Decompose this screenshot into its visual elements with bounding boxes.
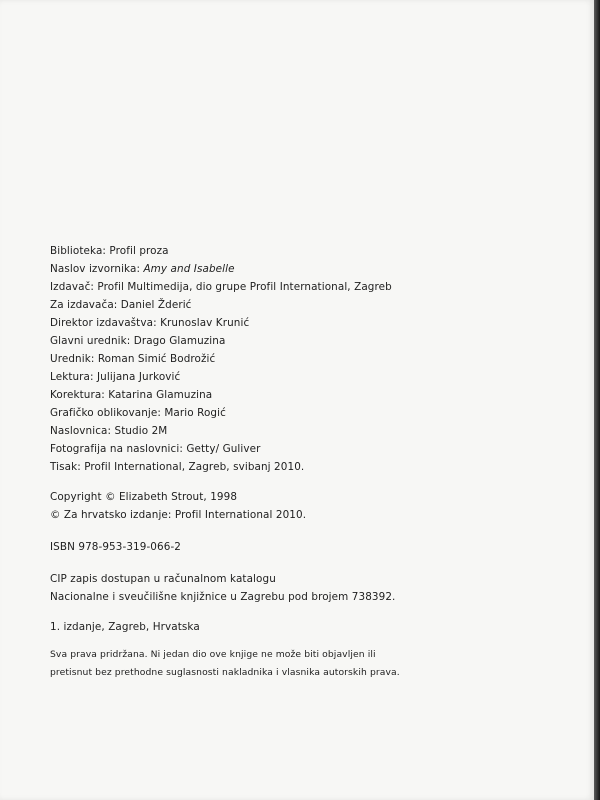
publishing-director-line: Direktor izdavaštva: Krunoslav Krunić	[50, 317, 250, 329]
spacer	[50, 636, 570, 646]
original-title-line	[50, 260, 570, 278]
isbn-line: ISBN 978-953-319-066-2	[50, 541, 182, 553]
spacer	[50, 606, 570, 618]
cip-line-1: CIP zapis dostupan u računalnom katalogu	[50, 573, 276, 585]
rights-line-1: Sva prava pridržana. Ni jedan dio ove knjige ne može biti objavljen ili	[50, 649, 376, 660]
original-title: Amy and Isabelle	[143, 263, 235, 275]
graphic-design-line: Grafičko oblikovanje: Mario Rogić	[50, 407, 226, 419]
cip-line-2: Nacionalne i sveučilišne knjižnice u Zagrebu pod brojem 738392.	[50, 591, 396, 603]
imprint-block	[50, 242, 570, 682]
editor-in-chief-line: Glavni urednik: Drago Glamuzina	[50, 335, 226, 347]
cover-photo-line: Fotografija na naslovnici: Getty/ Guliver	[50, 443, 261, 455]
page-edge-shadow	[594, 0, 600, 800]
cover-line: Naslovnica: Studio 2M	[50, 425, 168, 437]
croatian-edition-copyright-line: © Za hrvatsko izdanje: Profil International 2010.	[50, 509, 307, 521]
original-title-label: Naslov izvornika:	[50, 263, 144, 275]
proofreading-line: Korektura: Katarina Glamuzina	[50, 389, 213, 401]
spacer	[50, 524, 570, 538]
series-line: Biblioteka: Profil proza	[50, 245, 169, 257]
editor-line: Urednik: Roman Simić Bodrožić	[50, 353, 216, 365]
spacer	[50, 476, 570, 488]
publisher-line: Izdavač: Profil Multimedija, dio grupe Profil International, Zagreb	[50, 281, 392, 293]
print-line: Tisak: Profil International, Zagreb, svibanj 2010.	[50, 461, 305, 473]
rights-line-2: pretisnut bez prethodne suglasnosti nakladnika i vlasnika autorskih prava.	[50, 667, 400, 678]
edition-line: 1. izdanje, Zagreb, Hrvatska	[50, 621, 200, 633]
spacer	[50, 556, 570, 570]
copyright-line: Copyright © Elizabeth Strout, 1998	[50, 491, 238, 503]
for-publisher-line: Za izdavača: Daniel Žderić	[50, 299, 192, 311]
language-editing-line: Lektura: Julijana Jurković	[50, 371, 181, 383]
